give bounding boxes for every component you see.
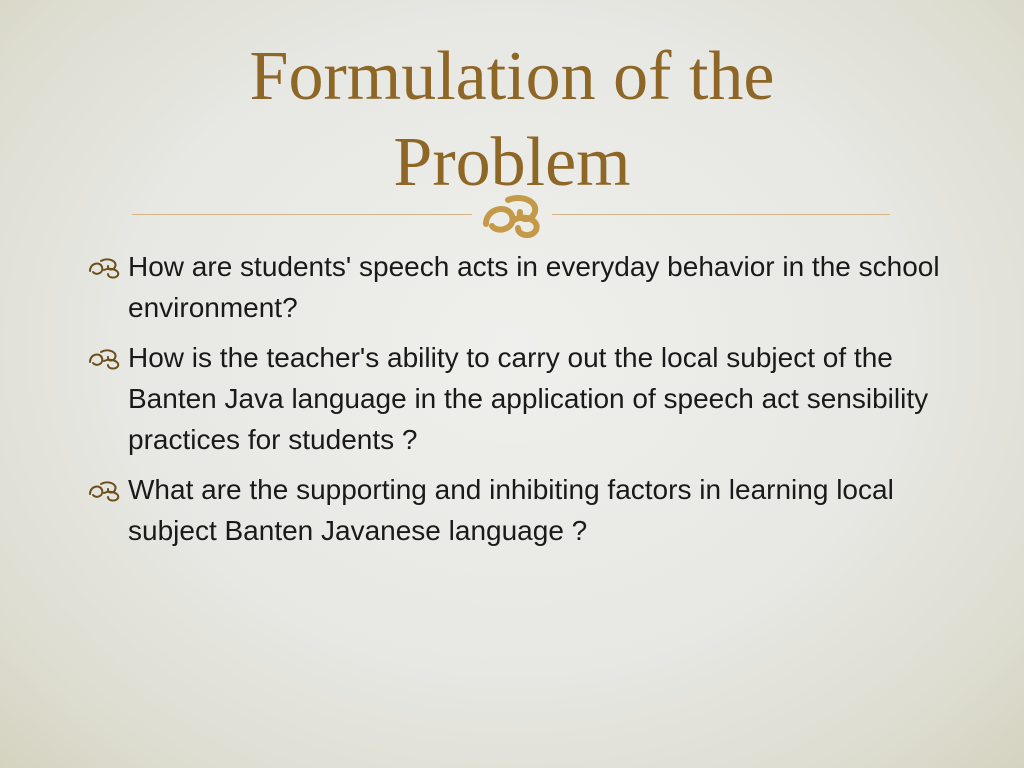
curl-bullet-icon [86,255,124,279]
curl-bullet-icon [86,478,124,502]
bullet-item-2 [86,337,946,460]
curl-ornament-icon [478,190,546,238]
bullet-list [86,246,946,560]
bullet-item-1 [86,246,946,328]
bullet-item-3 [86,469,946,551]
title-divider-left [132,214,472,215]
bullet-text: How is the teacher's ability to carry out the local subject of the Banten Java language in the application of speech act sensibility practices for students ? [128,342,929,455]
bullet-text: How are students' speech acts in everyday behavior in the school environment? [128,251,940,323]
slide-title: Formulation of the Problem [249,38,775,201]
title-divider-right [552,214,890,215]
bullet-text: What are the supporting and inhibiting factors in learning local subject Banten Javanese language ? [128,474,894,546]
curl-bullet-icon [86,346,124,370]
